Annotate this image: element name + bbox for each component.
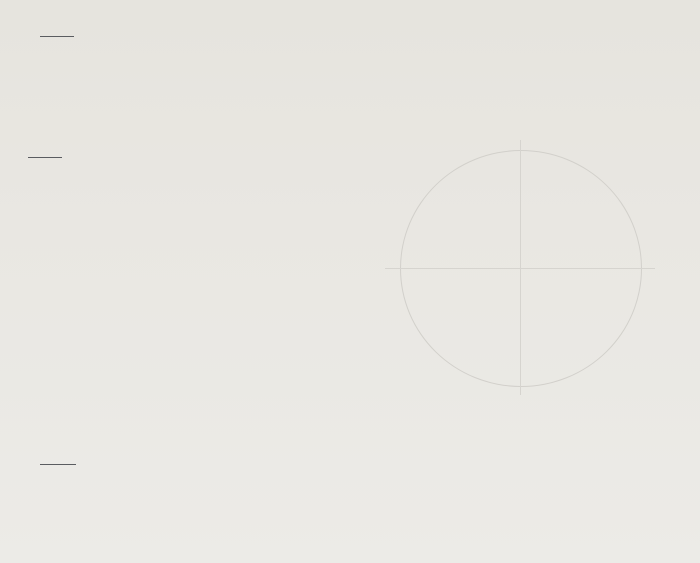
q5-answer-blank[interactable] — [28, 157, 62, 158]
q4-answer-blank[interactable] — [40, 36, 74, 37]
q6-answer-blank[interactable] — [40, 464, 76, 465]
bleed-through-axis-horizontal — [385, 268, 655, 269]
